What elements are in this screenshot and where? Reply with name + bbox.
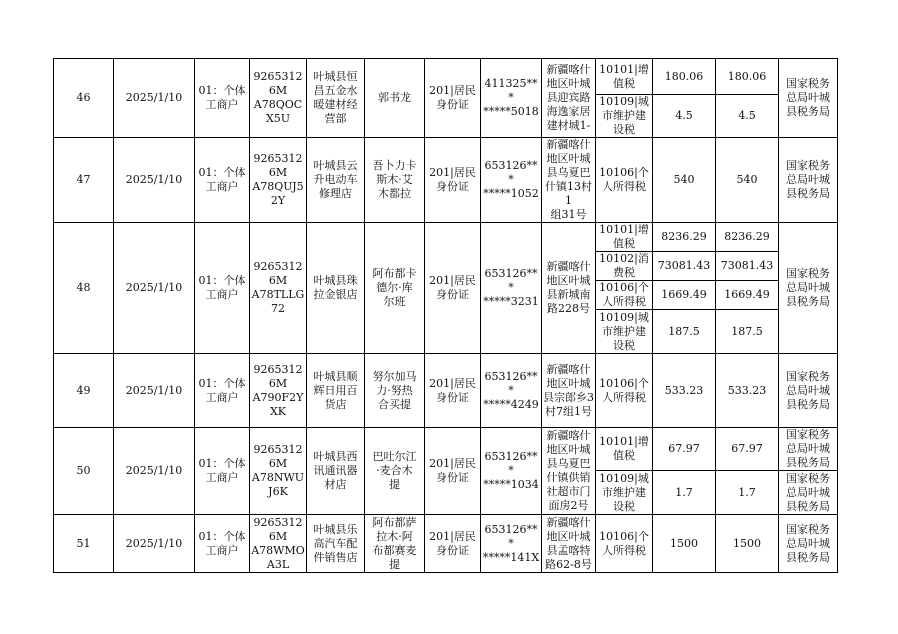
- tax-item: 10101|增 值税: [596, 223, 653, 252]
- tax-authority: 国家税务 总局叶城 县税务局: [779, 428, 838, 471]
- record-number: 49: [54, 354, 114, 428]
- credit-code: 92653126M A78TLLG72: [250, 223, 307, 354]
- table-body: [54, 59, 838, 573]
- legal-person: 吾卜力卡 斯木·艾 木都拉: [365, 138, 425, 223]
- paid-amount: 533.23: [716, 354, 779, 428]
- tax-item: 10109|城 市维护建 设税: [596, 310, 653, 354]
- record-date: 2025/1/10: [114, 354, 195, 428]
- table-row: [54, 428, 838, 471]
- tax-item: 10102|消 费税: [596, 252, 653, 281]
- business-name: 叶城县乐 高汽车配 件销售店: [307, 515, 365, 573]
- legal-person: 巴吐尔江 ·麦合木 提: [365, 428, 425, 515]
- tax-authority: 国家税务 总局叶城 县税务局: [779, 471, 838, 515]
- paid-amount: 4.5: [716, 95, 779, 138]
- paid-amount: 1500: [716, 515, 779, 573]
- business-address: 新疆喀什 地区叶城 县孟喀特 路62-8号: [542, 515, 596, 573]
- paid-amount: 540: [716, 138, 779, 223]
- id-number: 653126*** *****4249: [481, 354, 542, 428]
- id-type: 201|居民 身份证: [425, 354, 481, 428]
- table-row: [54, 515, 838, 573]
- record-date: 2025/1/10: [114, 223, 195, 354]
- business-name: 叶城县珠 拉金银店: [307, 223, 365, 354]
- business-address: 新疆喀什 地区叶城 县新城南 路228号: [542, 223, 596, 354]
- business-name: 叶城县西 讯通讯器 材店: [307, 428, 365, 515]
- tax-item: 10106|个 人所得税: [596, 281, 653, 310]
- paid-amount: 1669.49: [716, 281, 779, 310]
- paid-amount: 67.97: [716, 428, 779, 471]
- paid-amount: 73081.43: [716, 252, 779, 281]
- record-number: 51: [54, 515, 114, 573]
- tax-amount: 540: [653, 138, 716, 223]
- record-number: 46: [54, 59, 114, 138]
- business-address: 新疆喀什 地区叶城 县迎宾路 海逸家居 建材城1-: [542, 59, 596, 138]
- table-row: [54, 223, 838, 252]
- taxpayer-type: 01：个体 工商户: [195, 59, 250, 138]
- taxpayer-type: 01：个体 工商户: [195, 223, 250, 354]
- paid-amount: 8236.29: [716, 223, 779, 252]
- record-date: 2025/1/10: [114, 428, 195, 515]
- legal-person: 阿布都萨 拉木·阿 布都赛麦 提: [365, 515, 425, 573]
- record-date: 2025/1/10: [114, 138, 195, 223]
- business-name: 叶城县云 升电动车 修理店: [307, 138, 365, 223]
- credit-code: 92653126M A790F2YXK: [250, 354, 307, 428]
- tax-amount: 4.5: [653, 95, 716, 138]
- table-row: [54, 138, 838, 223]
- tax-amount: 180.06: [653, 59, 716, 95]
- table-row: [54, 354, 838, 428]
- business-name: 叶城县顺 辉日用百 货店: [307, 354, 365, 428]
- paid-amount: 180.06: [716, 59, 779, 95]
- business-address: 新疆喀什 地区叶城 县乌夏巴 什镇供销 社超市门 面房2号: [542, 428, 596, 515]
- tax-amount: 73081.43: [653, 252, 716, 281]
- tax-authority: 国家税务 总局叶城 县税务局: [779, 138, 838, 223]
- id-number: 653126*** *****1034: [481, 428, 542, 515]
- table-row: [54, 59, 838, 95]
- taxpayer-type: 01：个体 工商户: [195, 515, 250, 573]
- id-number: 653126*** *****1052: [481, 138, 542, 223]
- business-address: 新疆喀什 地区叶城 县乌夏巴 什镇13村1 组31号: [542, 138, 596, 223]
- tax-record-table: [53, 58, 838, 573]
- tax-item: 10106|个 人所得税: [596, 138, 653, 223]
- credit-code: 92653126M A78QOCX5U: [250, 59, 307, 138]
- id-type: 201|居民 身份证: [425, 428, 481, 515]
- id-type: 201|居民 身份证: [425, 515, 481, 573]
- record-date: 2025/1/10: [114, 59, 195, 138]
- credit-code: 92653126M A78QUJ52Y: [250, 138, 307, 223]
- legal-person: 努尔加马 力·努热 合买提: [365, 354, 425, 428]
- tax-item: 10101|增 值税: [596, 59, 653, 95]
- taxpayer-type: 01：个体 工商户: [195, 138, 250, 223]
- taxpayer-type: 01：个体 工商户: [195, 354, 250, 428]
- business-name: 叶城县恒 昌五金水 暖建材经 营部: [307, 59, 365, 138]
- record-number: 48: [54, 223, 114, 354]
- taxpayer-type: 01：个体 工商户: [195, 428, 250, 515]
- paid-amount: 187.5: [716, 310, 779, 354]
- tax-item: 10106|个 人所得税: [596, 354, 653, 428]
- credit-code: 92653126M A78NWUJ6K: [250, 428, 307, 515]
- tax-amount: 67.97: [653, 428, 716, 471]
- tax-amount: 533.23: [653, 354, 716, 428]
- tax-authority: 国家税务 总局叶城 县税务局: [779, 515, 838, 573]
- tax-item: 10109|城 市维护建 设税: [596, 95, 653, 138]
- tax-authority: 国家税务 总局叶城 县税务局: [779, 223, 838, 354]
- id-type: 201|居民 身份证: [425, 138, 481, 223]
- tax-amount: 187.5: [653, 310, 716, 354]
- tax-item: 10109|城 市维护建 设税: [596, 471, 653, 515]
- tax-item: 10106|个 人所得税: [596, 515, 653, 573]
- tax-amount: 1669.49: [653, 281, 716, 310]
- paid-amount: 1.7: [716, 471, 779, 515]
- tax-amount: 8236.29: [653, 223, 716, 252]
- record-number: 47: [54, 138, 114, 223]
- tax-authority: 国家税务 总局叶城 县税务局: [779, 59, 838, 138]
- id-number: 653126*** *****3231: [481, 223, 542, 354]
- id-number: 411325*** *****5018: [481, 59, 542, 138]
- tax-authority: 国家税务 总局叶城 县税务局: [779, 354, 838, 428]
- tax-item: 10101|增 值税: [596, 428, 653, 471]
- credit-code: 92653126M A78WMOA3L: [251, 515, 305, 571]
- id-type: 201|居民 身份证: [425, 59, 481, 138]
- record-number: 50: [54, 428, 114, 515]
- tax-amount: 1500: [653, 515, 716, 573]
- legal-person: 郭书龙: [365, 59, 425, 138]
- business-address: 新疆喀什 地区叶城 县宗郎乡3 村7组1号: [542, 354, 596, 428]
- id-type: 201|居民 身份证: [425, 223, 481, 354]
- tax-amount: 1.7: [653, 471, 716, 515]
- legal-person: 阿布都卡 德尔·库 尔班: [365, 223, 425, 354]
- record-date: 2025/1/10: [114, 515, 195, 573]
- id-number: 653126*** *****141X: [481, 515, 542, 573]
